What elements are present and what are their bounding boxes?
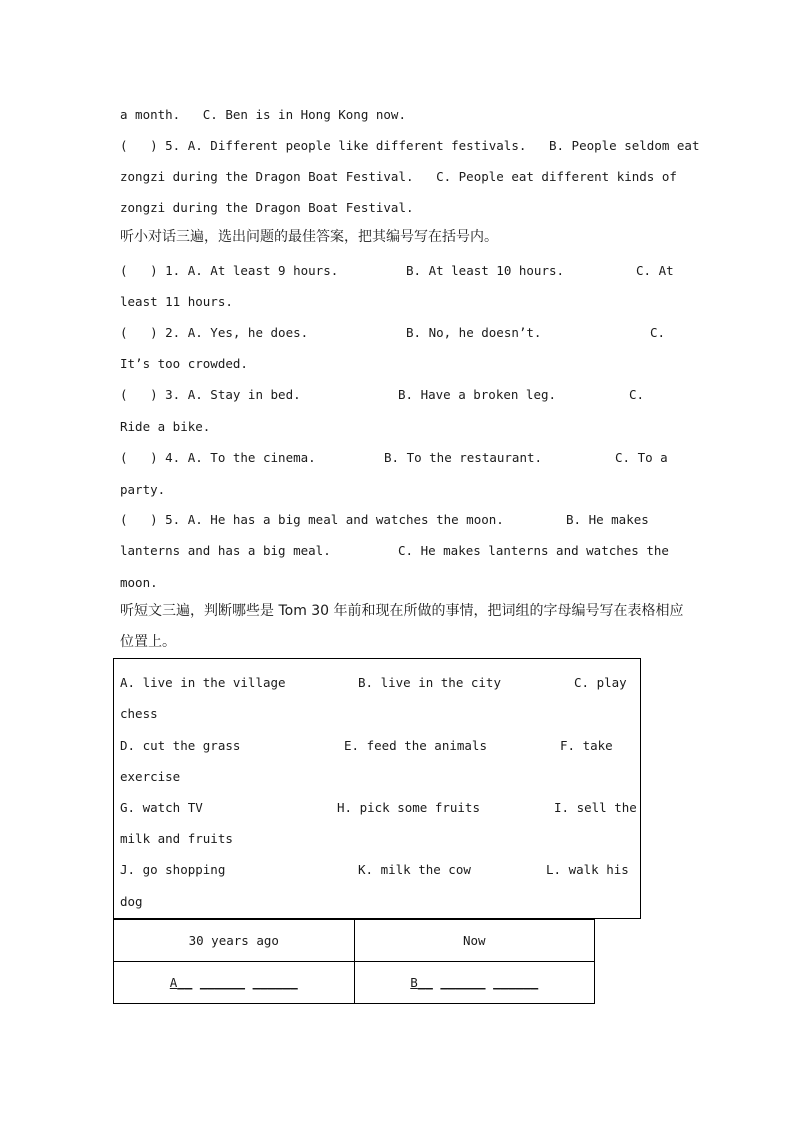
answer-cell-right[interactable] [354,962,595,1004]
section-instruction: 位置上。 [120,634,176,650]
header-30-years-ago: 30 years ago [114,920,355,962]
question-3-option-c: C. [629,387,645,402]
question-3-option-b: B. Have a broken leg. [398,387,557,402]
answer-cell-left[interactable] [114,962,355,1004]
options-box [113,658,641,919]
question-5-continuation: moon. [120,575,158,590]
question-1-option-b: B. At least 10 hours. [406,263,565,278]
section-instruction: 听短文三遍，判断哪些是 Tom 30 年前和现在所做的事情，把词组的字母编号写在表格相应 [120,603,684,619]
table-row [114,962,595,1004]
option-i-continuation: milk and fruits [120,831,233,846]
question-1-option-c: C. At [636,263,674,278]
table-row [114,920,595,962]
option-h: H. pick some fruits [337,800,480,815]
question-5-option-c: C. He makes lanterns and watches the [398,543,669,558]
question-4-option-a: ( ) 4. A. To the cinema. [120,450,316,465]
answer-blank-filled: B__ [410,975,433,990]
question-5-option-a: ( ) 5. A. He has a big meal and watches the moon. [120,512,504,527]
option-f-continuation: exercise [120,769,181,784]
answer-blank: ______ [440,975,486,990]
text-line: ( ) 5. A. Different people like different festivals. B. People seldom eat [120,138,700,153]
section-instruction: 听小对话三遍，选出问题的最佳答案，把其编号写在括号内。 [120,229,498,245]
text-line: zongzi during the Dragon Boat Festival. C. People eat different kinds of [120,169,677,184]
answer-blank: ______ [252,975,298,990]
option-d: D. cut the grass [120,738,241,753]
question-2-option-c: C. [650,325,666,340]
option-b: B. live in the city [358,675,501,690]
question-2-option-b: B. No, he doesn’t. [406,325,542,340]
answer-blank: ______ [199,975,246,990]
option-c: C. play [574,675,627,690]
question-4-option-b: B. To the restaurant. [384,450,543,465]
option-g: G. watch TV [120,800,203,815]
option-l-continuation: dog [120,894,143,909]
option-e: E. feed the animals [344,738,487,753]
question-1-continuation: least 11 hours. [120,294,233,309]
answer-blank-filled: A__ [169,975,193,990]
question-2-option-a: ( ) 2. A. Yes, he does. [120,325,309,340]
answer-blank: ______ [493,975,539,990]
option-f: F. take [560,738,613,753]
text-line: a month. C. Ben is in Hong Kong now. [120,107,406,122]
question-1-option-a: ( ) 1. A. At least 9 hours. [120,263,339,278]
question-3-option-a: ( ) 3. A. Stay in bed. [120,387,301,402]
header-now: Now [354,920,595,962]
question-5-option-b: B. He makes [566,512,649,527]
option-i: I. sell the [554,800,637,815]
question-4-continuation: party. [120,482,166,497]
text-line: zongzi during the Dragon Boat Festival. [120,200,414,215]
option-l: L. walk his [546,862,629,877]
question-5-line2: lanterns and has a big meal. [120,543,331,558]
option-k: K. milk the cow [358,862,471,877]
option-a: A. live in the village [120,675,286,690]
question-2-continuation: It’s too crowded. [120,356,248,371]
option-j: J. go shopping [120,862,226,877]
question-4-option-c: C. To a [615,450,668,465]
option-c-continuation: chess [120,706,158,721]
answer-table [113,919,595,1004]
question-3-continuation: Ride a bike. [120,419,211,434]
